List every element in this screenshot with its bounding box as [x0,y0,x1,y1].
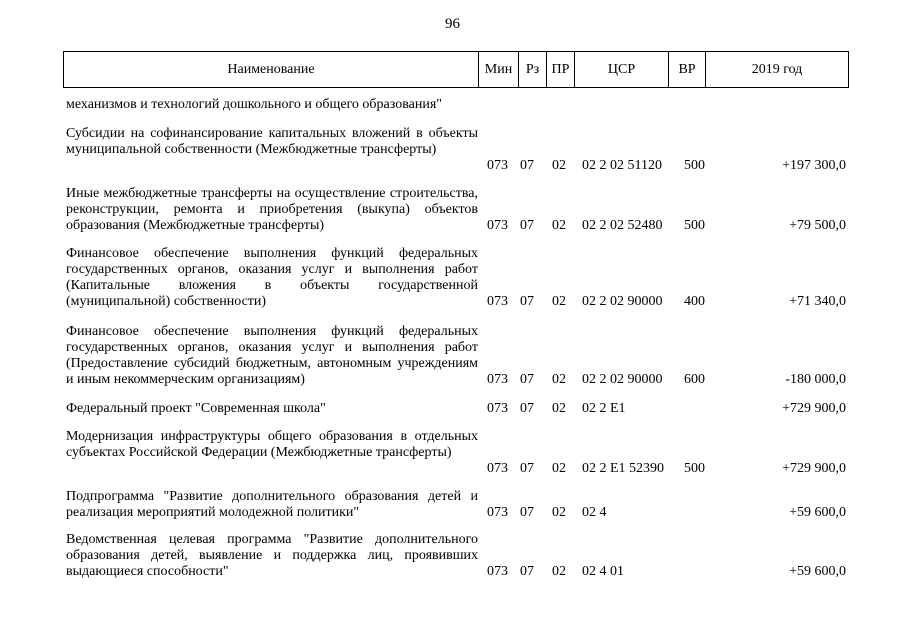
row-value: +79 500,0 [789,218,846,233]
row-vr: 600 [684,372,705,387]
header-pr: ПР [547,52,575,87]
row-min: 073 [487,158,508,173]
row-rz: 07 [520,218,534,233]
row-rz: 07 [520,505,534,520]
row-pr: 02 [552,372,566,387]
row-value: +197 300,0 [782,158,846,173]
row-value: +71 340,0 [789,294,846,309]
row-name: Финансовое обеспечение выполнения функций федеральных государственных органов, оказания услуг и выполнения работ (Предоставление субсидий бюджетным, автономным учреждениям и иным некоммерческим организациям) [66,324,478,387]
row-rz: 07 [520,564,534,579]
header-vr: ВР [669,52,706,87]
row-pr: 02 [552,505,566,520]
table-row [0,532,905,580]
row-pr: 02 [552,158,566,173]
row-csr: 02 4 [582,505,607,520]
row-min: 073 [487,401,508,416]
row-vr: 500 [684,218,705,233]
row-value: +59 600,0 [789,564,846,579]
row-csr: 02 2 02 51120 [582,158,662,173]
row-name: Иные межбюджетные трансферты на осуществление строительства, реконструкции, ремонта и приобретения (выкупа) объектов образования (Межбюджетные трансферты) [66,186,478,233]
row-pr: 02 [552,294,566,309]
row-name: Подпрограмма "Развитие дополнительного образования детей и реализация мероприятий молодежной политики" [66,489,478,520]
table-row [0,246,905,310]
row-min: 073 [487,461,508,476]
row-vr: 400 [684,294,705,309]
row-rz: 07 [520,158,534,173]
row-rz: 07 [520,372,534,387]
row-value: +729 900,0 [782,401,846,416]
table-row [0,324,905,388]
header-csr: ЦСР [575,52,669,87]
row-min: 073 [487,372,508,387]
row-name: Модернизация инфраструктуры общего образования в отдельных субъектах Российской Федерации (Межбюджетные трансферты) [66,429,478,460]
row-name: Субсидии на софинансирование капитальных вложений в объекты муниципальной собственности (Межбюджетные трансферты) [66,126,478,157]
row-pr: 02 [552,218,566,233]
row-csr: 02 2 02 52480 [582,218,663,233]
header-rz: Рз [519,52,547,87]
table-row [0,429,905,477]
table-row [0,126,905,174]
row-min: 073 [487,218,508,233]
row-rz: 07 [520,401,534,416]
row-value: -180 000,0 [785,372,846,387]
header-name: Наименование [64,52,479,87]
row-csr: 02 4 01 [582,564,624,579]
table-row [0,489,905,521]
row-pr: 02 [552,564,566,579]
row-csr: 02 2 E1 52390 [582,461,665,476]
header-min: Мин [479,52,519,87]
row-value: +59 600,0 [789,505,846,520]
page-number: 96 [445,16,460,32]
row-pr: 02 [552,461,566,476]
row-vr: 500 [684,158,705,173]
row-csr: 02 2 02 90000 [582,294,663,309]
row-value: +729 900,0 [782,461,846,476]
continuation-line: механизмов и технологий дошкольного и общего образования" [66,97,442,112]
row-csr: 02 2 02 90000 [582,372,663,387]
row-csr: 02 2 E1 [582,401,626,416]
row-vr: 500 [684,461,705,476]
row-min: 073 [487,505,508,520]
header-year: 2019 год [751,61,803,77]
row-rz: 07 [520,294,534,309]
row-name: Федеральный проект "Современная школа" [66,401,326,416]
row-rz: 07 [520,461,534,476]
row-min: 073 [487,294,508,309]
table-row [0,401,905,417]
row-min: 073 [487,564,508,579]
table-header [63,51,849,88]
row-name: Ведомственная целевая программа "Развитие дополнительного образования детей, выявление и поддержка лиц, проявивших выдающиеся способности" [66,532,478,579]
row-name: Финансовое обеспечение выполнения функций федеральных государственных органов, оказания услуг и выполнения работ (Капитальные вложения в объекты государственной (муниципальной) собственности) [66,246,478,309]
table-row [0,186,905,234]
row-pr: 02 [552,401,566,416]
